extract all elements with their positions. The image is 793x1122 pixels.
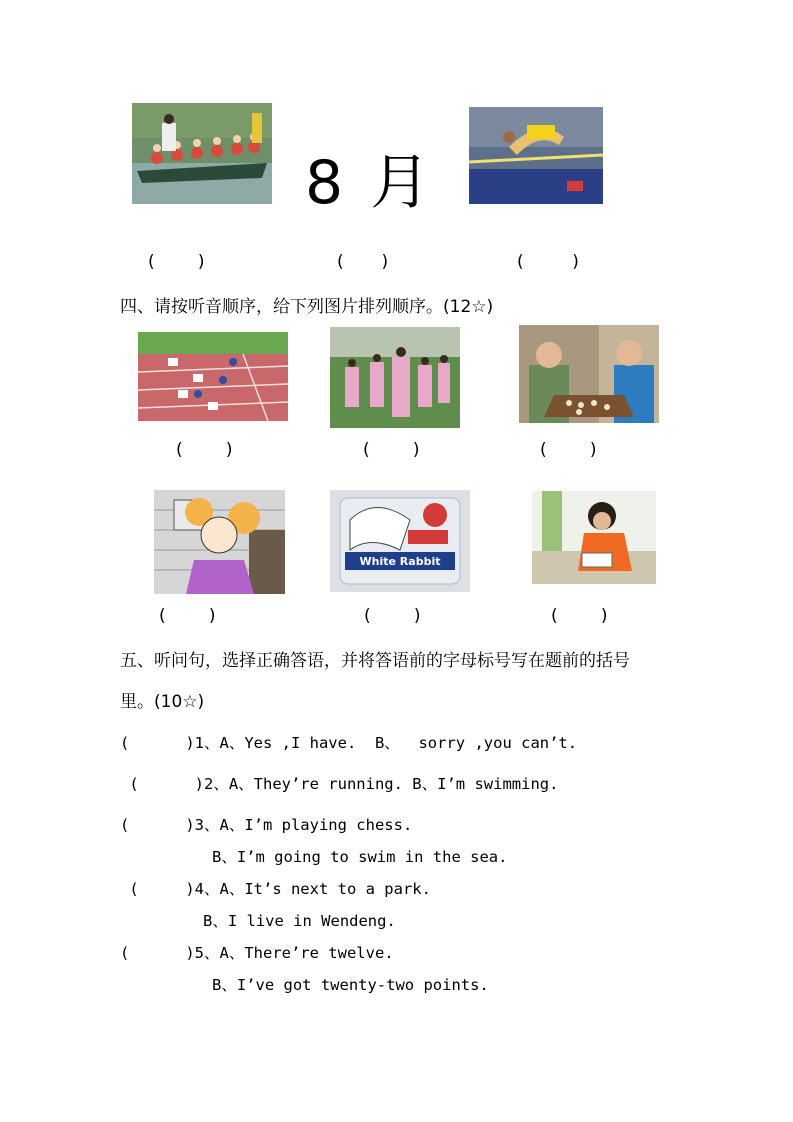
- answer-bracket: ( ): [148, 252, 205, 272]
- question-3-option-b: B、I’m going to swim in the sea.: [212, 848, 508, 866]
- question-3: ( )3、A、I’m playing chess.: [120, 816, 413, 834]
- tai-chi-photo: [330, 327, 460, 428]
- answer-bracket: ( ): [363, 440, 420, 460]
- girl-reading-photo: [532, 491, 656, 584]
- answer-bracket: ( ): [517, 252, 579, 272]
- hurdles-race-photo: [138, 332, 288, 421]
- question-4-option-b: B、I live in Wendeng.: [203, 912, 396, 930]
- answer-bracket: ( ): [337, 252, 389, 272]
- section5-heading: 五、听问句，选择正确答语，并将答语前的字母标号写在题前的括号: [120, 651, 630, 671]
- month-title: 8 月: [305, 148, 435, 218]
- section5-heading-cont: 里。(10☆): [120, 692, 205, 712]
- candy-brand-label: White Rabbit: [359, 555, 441, 568]
- candy-bag-photo: [330, 490, 470, 592]
- cartoon-girl-drawing: [154, 490, 285, 594]
- question-4: ( )4、A、It’s next to a park.: [120, 880, 431, 898]
- question-1: ( )1、A、Yes ,I have. B、 sorry ,you can’t.: [120, 734, 578, 752]
- high-jump-photo: [469, 107, 603, 204]
- section4-heading: 四、请按听音顺序，给下列图片排列顺序。(12☆): [120, 297, 494, 317]
- answer-bracket: ( ): [364, 606, 421, 626]
- chess-kids-photo: [519, 325, 659, 423]
- answer-bracket: ( ): [551, 606, 608, 626]
- question-2: ( )2、A、They’re running. B、I’m swimming.: [120, 775, 559, 793]
- answer-bracket: ( ): [176, 440, 233, 460]
- question-5: ( )5、A、There’re twelve.: [120, 944, 394, 962]
- dragon-boat-photo: [132, 103, 272, 204]
- answer-bracket: ( ): [159, 606, 216, 626]
- answer-bracket: ( ): [540, 440, 597, 460]
- question-5-option-b: B、I’ve got twenty-two points.: [212, 976, 489, 994]
